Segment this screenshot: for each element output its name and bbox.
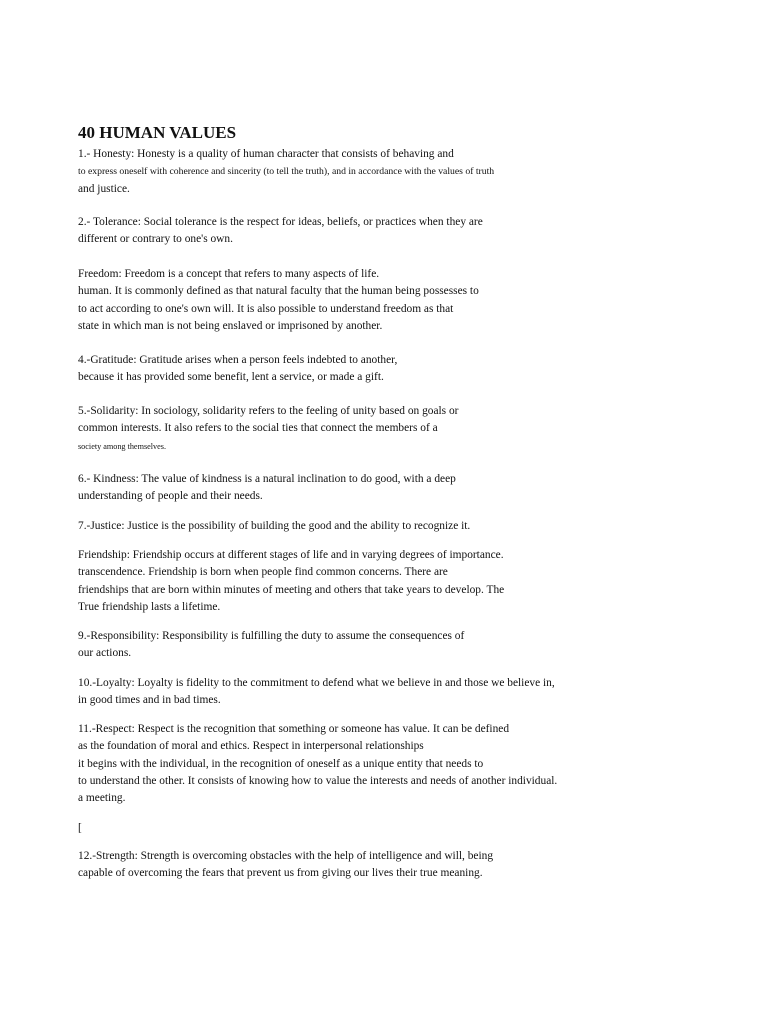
text-line: 2.- Tolerance: Social tolerance is the respect for ideas, beliefs, or practices when they are (78, 216, 483, 228)
text-line: 10.-Loyalty: Loyalty is fidelity to the commitment to defend what we believe in and those we believe in, (78, 677, 555, 689)
document-title: 40 HUMAN VALUES (78, 123, 237, 142)
paragraph-bracket (78, 820, 82, 837)
text-line: because it has provided some benefit, lent a service, or made a gift. (78, 371, 384, 384)
text-line: state in which man is not being enslaved or imprisoned by another. (78, 319, 383, 332)
text-line: 6.- Kindness: The value of kindness is a natural inclination to do good, with a deep (78, 473, 456, 485)
paragraph-loyalty (78, 675, 555, 710)
paragraph-honesty (78, 146, 494, 198)
paragraph-justice (78, 518, 470, 535)
paragraph-friendship (78, 547, 504, 616)
text-line: 11.-Respect: Respect is the recognition that something or someone has value. It can be defined (78, 723, 510, 735)
paragraph-solidarity (78, 403, 458, 455)
paragraph-respect (78, 721, 557, 807)
paragraph-responsibility (78, 628, 464, 663)
text-line: and justice. (78, 182, 130, 195)
text-line: to understand the other. It consists of knowing how to value the interests and needs of another individual. (78, 774, 558, 787)
text-line: our actions. (78, 647, 132, 660)
text-line: Friendship: Friendship occurs at different stages of life and in varying degrees of importance. (78, 549, 504, 561)
text-line: Freedom: Freedom is a concept that refers to many aspects of life. (78, 268, 380, 280)
text-line: to express oneself with coherence and sincerity (to tell the truth), and in accordance with the values of truth (78, 166, 495, 178)
text-line: as the foundation of moral and ethics. Respect in interpersonal relationships (78, 740, 424, 753)
text-line: in good times and in bad times. (78, 694, 221, 707)
text-line: 1.- Honesty: Honesty is a quality of human character that consists of behaving and (78, 148, 454, 160)
text-line: transcendence. Friendship is born when people find common concerns. There are (78, 566, 448, 579)
text-line: society among themselves. (78, 441, 166, 451)
paragraph-strength (78, 848, 493, 883)
paragraph-freedom (78, 266, 479, 335)
paragraph-kindness (78, 471, 456, 506)
text-line: 12.-Strength: Strength is overcoming obstacles with the help of intelligence and will, being (78, 850, 494, 862)
text-line: 7.-Justice: Justice is the possibility of building the good and the ability to recognize it. (78, 520, 471, 532)
text-line: different or contrary to one's own. (78, 233, 233, 246)
text-line: 9.-Responsibility: Responsibility is fulfilling the duty to assume the consequences of (78, 630, 465, 642)
text-line: human. It is commonly defined as that natural faculty that the human being possesses to (78, 285, 479, 298)
text-line: friendships that are born within minutes of meeting and others that take years to develop. The (78, 583, 505, 596)
text-line: True friendship lasts a lifetime. (78, 600, 221, 613)
text-line: to act according to one's own will. It is also possible to understand freedom as that (78, 302, 454, 315)
paragraph-gratitude (78, 352, 397, 387)
text-line: 5.-Solidarity: In sociology, solidarity refers to the feeling of unity based on goals or (78, 405, 459, 417)
text-line: [ (78, 822, 82, 834)
text-line: common interests. It also refers to the social ties that connect the members of a (78, 422, 438, 435)
text-line: capable of overcoming the fears that prevent us from giving our lives their true meaning. (78, 867, 483, 880)
text-line: it begins with the individual, in the recognition of oneself as a unique entity that needs to (78, 757, 484, 770)
text-line: understanding of people and their needs. (78, 490, 263, 503)
text-line: a meeting. (78, 792, 126, 805)
paragraph-tolerance (78, 214, 483, 249)
text-line: 4.-Gratitude: Gratitude arises when a person feels indebted to another, (78, 354, 398, 366)
